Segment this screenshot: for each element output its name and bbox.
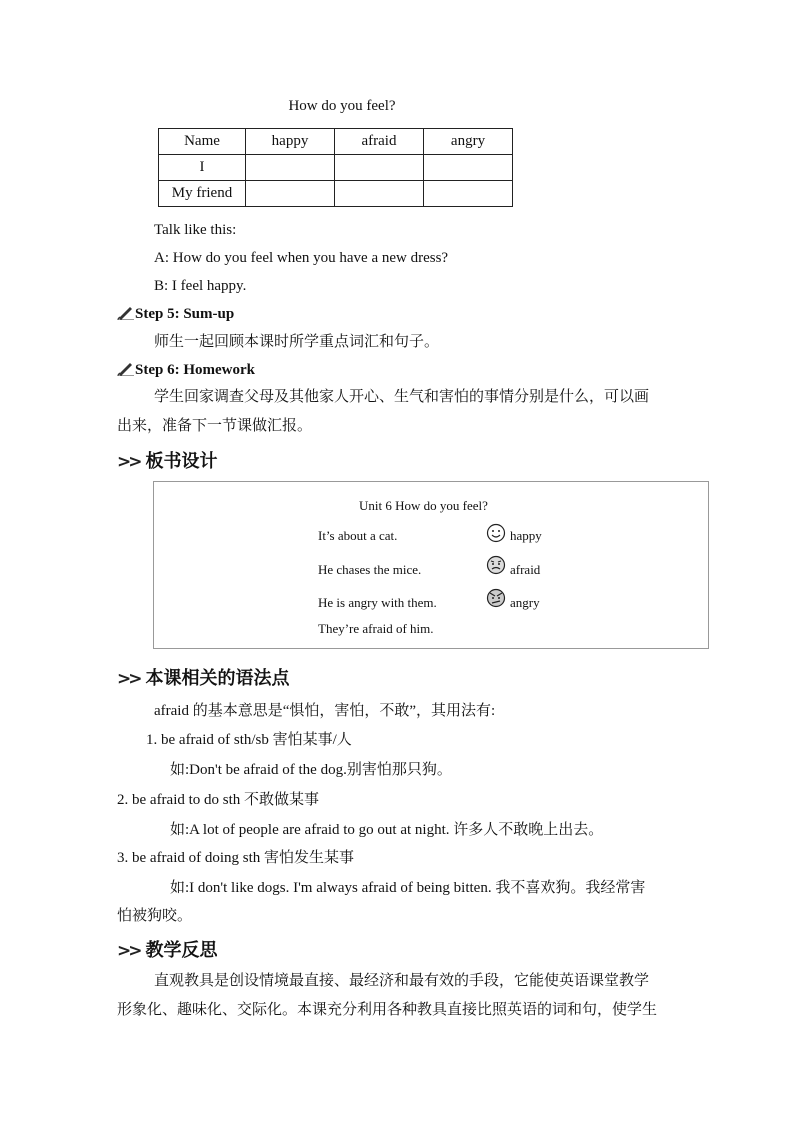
grammar-example-1: 如:Don't be afraid of the dog.别害怕那只狗。: [170, 762, 452, 778]
table-cell: [424, 181, 513, 207]
feeling-label: afraid: [510, 562, 541, 577]
survey-title: How do you feel?: [288, 98, 396, 114]
chevron-icon: >>: [117, 452, 140, 472]
table-row: [159, 155, 513, 181]
table-row: [159, 181, 513, 207]
talk-line-b: B: I feel happy.: [154, 278, 247, 294]
table-cell: [246, 155, 335, 181]
header-angry: angry: [424, 129, 513, 155]
talk-intro: Talk like this:: [154, 222, 237, 238]
afraid-face-icon: [486, 555, 506, 575]
angry-face-icon: [486, 588, 506, 608]
pen-icon: [117, 360, 135, 376]
table-cell: [246, 181, 335, 207]
row-label: I: [159, 155, 246, 181]
row-label: My friend: [159, 181, 246, 207]
step-6-body-line-1: 学生回家调查父母及其他家人开心、生气和害怕的事情分别是什么，可以画: [154, 389, 650, 405]
table-cell: [335, 181, 424, 207]
talk-line-a: A: How do you feel when you have a new dress?: [154, 250, 449, 266]
feeling-label: angry: [510, 595, 540, 610]
step-5-body: 师生一起回顾本课时所学重点词汇和句子。: [154, 334, 440, 350]
step-title: Step 5: Sum-up: [135, 306, 235, 322]
board-title: Unit 6 How do you feel?: [359, 498, 488, 513]
board-line: He is angry with them.: [318, 595, 437, 610]
board-line: He chases the mice.: [318, 562, 422, 577]
grammar-rule-3: 3. be afraid of doing sth 害怕发生某事: [117, 850, 355, 866]
table-cell: [335, 155, 424, 181]
reflection-line-1: 直观教具是创设情境最直接、最经济和最有效的手段，它能使英语课堂教学: [154, 973, 650, 989]
happy-face-icon: [486, 523, 506, 543]
table-header-row: [159, 129, 513, 155]
feeling-label: happy: [510, 528, 542, 543]
blackboard-design: [153, 481, 709, 649]
header-afraid: afraid: [335, 129, 424, 155]
section-heading-reflection: [117, 936, 218, 962]
step-6-heading: [117, 360, 255, 380]
header-name: Name: [159, 129, 246, 155]
board-line: They’re afraid of him.: [318, 621, 434, 636]
grammar-example-3-line-2: 怕被狗咬。: [117, 908, 193, 924]
header-happy: happy: [246, 129, 335, 155]
chevron-icon: >>: [117, 669, 140, 689]
grammar-example-3-line-1: 如:I don't like dogs. I'm always afraid of being bitten. 我不喜欢狗。我经常害: [170, 880, 646, 896]
section-title: 板书设计: [145, 451, 218, 472]
section-title: 教学反思: [145, 940, 218, 961]
chevron-icon: >>: [117, 941, 140, 961]
section-heading-board: [117, 447, 218, 473]
table-cell: [424, 155, 513, 181]
grammar-rule-2: 2. be afraid to do sth 不敢做某事: [117, 792, 320, 808]
grammar-example-2: 如:A lot of people are afraid to go out at night. 许多人不敢晚上出去。: [170, 822, 604, 838]
step-title: Step 6: Homework: [135, 362, 255, 378]
pen-icon: [117, 304, 135, 320]
grammar-rule-1: 1. be afraid of sth/sb 害怕某事/人: [146, 732, 352, 748]
survey-table: [158, 128, 513, 207]
step-5-heading: [117, 304, 234, 324]
grammar-intro: afraid 的基本意思是“惧怕，害怕，不敢”，其用法有:: [154, 703, 496, 719]
section-title: 本课相关的语法点: [145, 668, 290, 689]
reflection-line-2: 形象化、趣味化、交际化。本课充分利用各种教具直接比照英语的词和句，使学生: [117, 1002, 658, 1018]
step-6-body-line-2: 出来，准备下一节课做汇报。: [117, 418, 313, 434]
section-heading-grammar: [117, 664, 290, 690]
board-line: It’s about a cat.: [318, 528, 398, 543]
